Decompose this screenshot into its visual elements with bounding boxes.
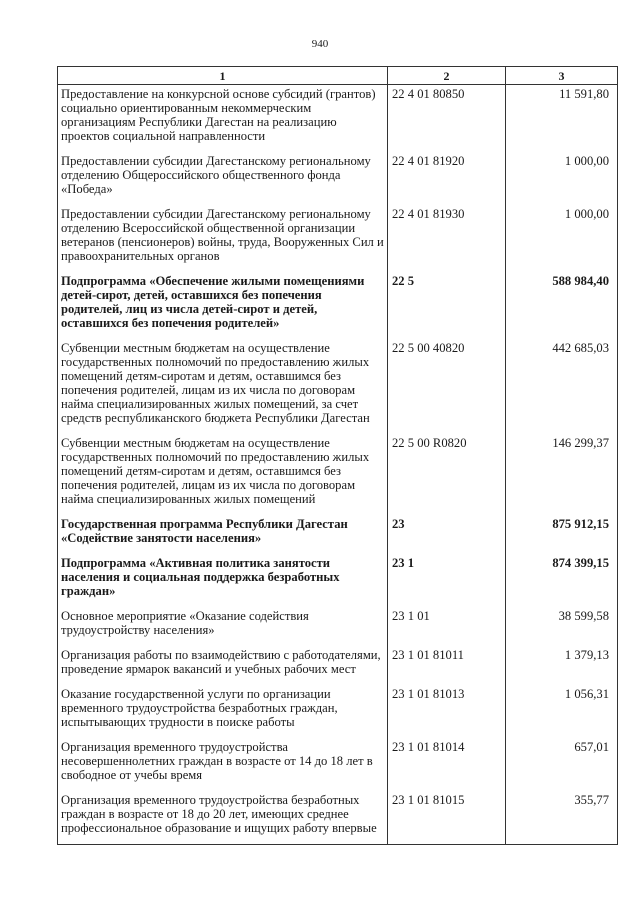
row-amount: 146 299,37 — [506, 434, 618, 515]
row-code: 22 4 01 80850 — [388, 85, 506, 153]
row-name: Государственная программа Республики Дагестан «Содействие занятости населения» — [58, 515, 388, 554]
row-amount: 588 984,40 — [506, 272, 618, 339]
row-code: 23 1 01 81014 — [388, 738, 506, 791]
row-amount: 1 056,31 — [506, 685, 618, 738]
row-name: Предоставлении субсидии Дагестанскому региональному отделению Общероссийского общественного фонда «Победа» — [58, 152, 388, 205]
row-code: 23 1 01 81011 — [388, 646, 506, 685]
page-number: 940 — [311, 38, 329, 50]
row-name: Субвенции местным бюджетам на осуществление государственных полномочий по предоставлению жилых помещений детям-сиротам и детям, оставшимся без попечения родителей, лицам из их числа по договорам найма специализированных жилых помещений, за счет средств республиканского бюджета Республики Дагестан — [58, 339, 388, 434]
table-header-row — [58, 67, 618, 85]
row-code: 23 1 01 81015 — [388, 791, 506, 845]
table-row — [58, 152, 618, 205]
table-row — [58, 738, 618, 791]
row-name: Подпрограмма «Обеспечение жилыми помещениями детей-сирот, детей, оставшихся без попечения родителей, лиц из числа детей-сирот и детей, оставшихся без попечения родителей» — [58, 272, 388, 339]
table-row — [58, 646, 618, 685]
table-row — [58, 554, 618, 607]
column-header-name: 1 — [58, 67, 388, 85]
row-name: Субвенции местным бюджетам на осуществление государственных полномочий по предоставлению жилых помещений детям-сиротам и детям, оставшимся без попечения родителей, лицам из их числа по договорам найма специализированных жилых помещений — [58, 434, 388, 515]
row-amount: 875 912,15 — [506, 515, 618, 554]
table-row — [58, 685, 618, 738]
row-amount: 355,77 — [506, 791, 618, 845]
row-code: 23 1 01 81013 — [388, 685, 506, 738]
table-row — [58, 272, 618, 339]
table-row — [58, 607, 618, 646]
row-amount: 1 000,00 — [506, 152, 618, 205]
row-name: Предоставлении субсидии Дагестанскому региональному отделению Всероссийской общественной организации ветеранов (пенсионеров) войны, труда, Вооруженных Сил и правоохранительных органов — [58, 205, 388, 272]
table-row — [58, 339, 618, 434]
row-code: 22 4 01 81920 — [388, 152, 506, 205]
row-code: 23 1 01 — [388, 607, 506, 646]
row-name: Организация работы по взаимодействию с работодателями, проведение ярмарок вакансий и учебных рабочих мест — [58, 646, 388, 685]
row-amount: 38 599,58 — [506, 607, 618, 646]
row-amount: 1 379,13 — [506, 646, 618, 685]
table-row — [58, 205, 618, 272]
row-code: 22 4 01 81930 — [388, 205, 506, 272]
column-header-amount: 3 — [506, 67, 618, 85]
row-amount: 11 591,80 — [506, 85, 618, 153]
row-name: Оказание государственной услуги по организации временного трудоустройства безработных граждан, испытывающих трудности в поиске работы — [58, 685, 388, 738]
table-row — [58, 85, 618, 153]
row-name: Организация временного трудоустройства безработных граждан в возрасте от 18 до 20 лет, имеющих среднее профессиональное образование и ищущих работу впервые — [58, 791, 388, 845]
row-name: Основное мероприятие «Оказание содействия трудоустройству населения» — [58, 607, 388, 646]
table-row — [58, 434, 618, 515]
row-amount: 442 685,03 — [506, 339, 618, 434]
row-code: 22 5 — [388, 272, 506, 339]
row-name: Предоставление на конкурсной основе субсидий (грантов) социально ориентированным некоммерческим организациям Республики Дагестан на реализацию проектов социальной направленности — [58, 85, 388, 153]
row-amount: 657,01 — [506, 738, 618, 791]
row-name: Подпрограмма «Активная политика занятости населения и социальная поддержка безработных граждан» — [58, 554, 388, 607]
row-code: 22 5 00 40820 — [388, 339, 506, 434]
row-code: 22 5 00 R0820 — [388, 434, 506, 515]
row-amount: 874 399,15 — [506, 554, 618, 607]
table-row — [58, 515, 618, 554]
row-code: 23 — [388, 515, 506, 554]
table-row — [58, 791, 618, 845]
column-header-code: 2 — [388, 67, 506, 85]
row-amount: 1 000,00 — [506, 205, 618, 272]
row-name: Организация временного трудоустройства несовершеннолетних граждан в возрасте от 14 до 18 лет в свободное от учебы время — [58, 738, 388, 791]
budget-table — [57, 66, 618, 845]
row-code: 23 1 — [388, 554, 506, 607]
